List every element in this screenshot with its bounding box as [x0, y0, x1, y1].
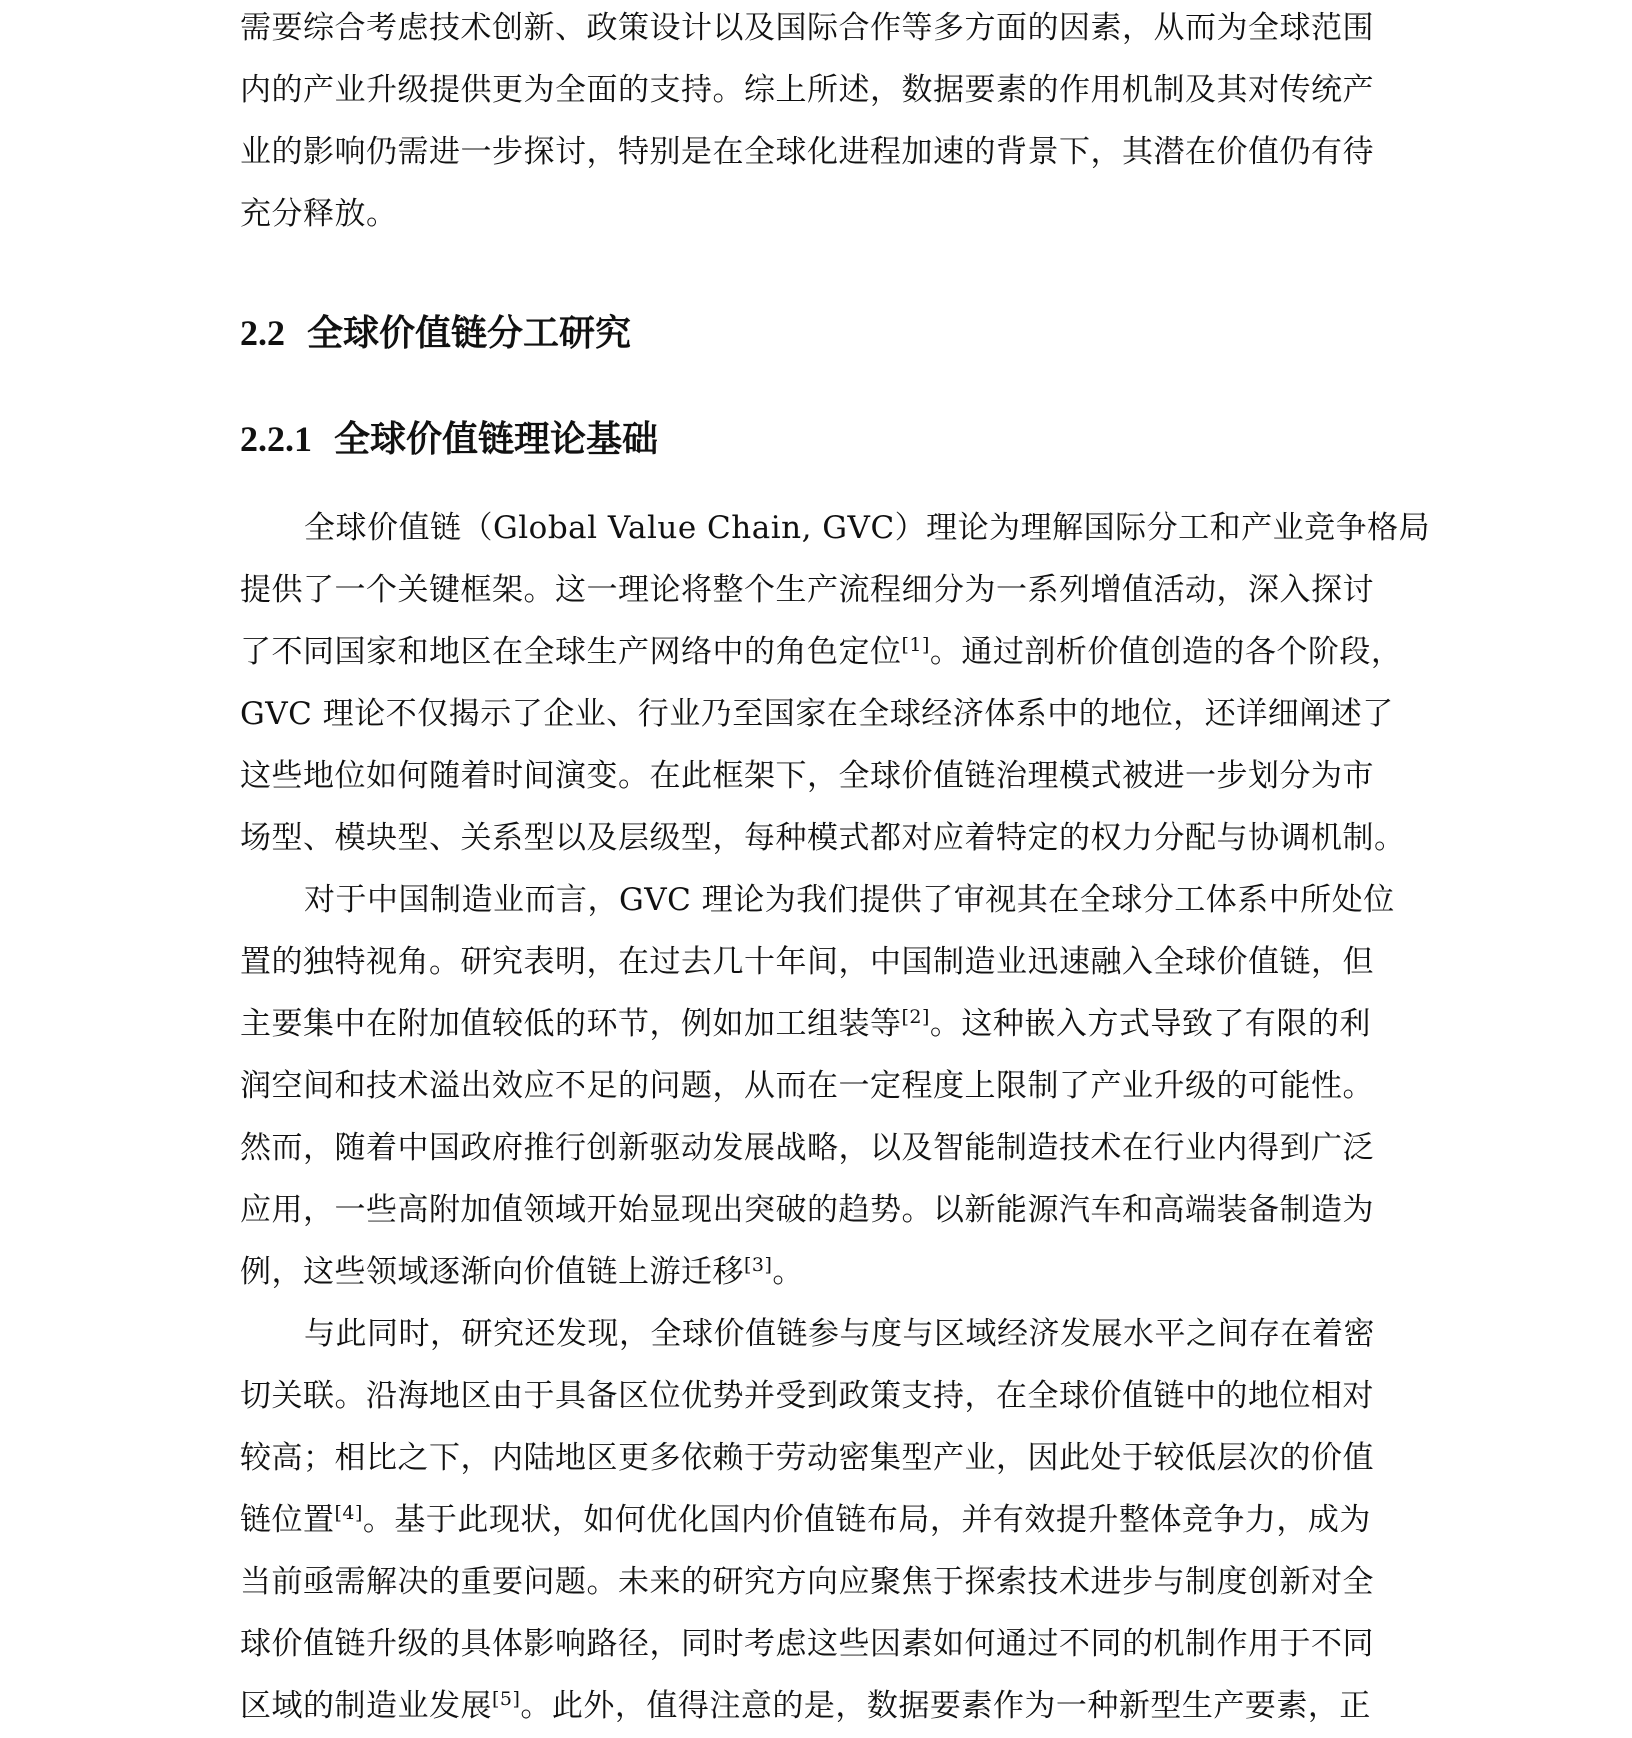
- citation-ref[interactable]: [1]: [901, 634, 930, 656]
- text-line: [240, 621, 1403, 683]
- text-segment: 。这种嵌入方式导致了有限的利: [929, 1006, 1371, 1042]
- citation-ref[interactable]: [5]: [492, 1688, 521, 1710]
- text-line: 然而，随着中国政府推行创新驱动发展战略，以及智能制造技术在行业内得到广泛: [240, 1130, 1374, 1166]
- text-line: 球价值链升级的具体影响路径，同时考虑这些因素如何通过不同的机制作用于不同: [240, 1626, 1374, 1662]
- section-number: 2.2: [240, 313, 285, 353]
- text-line: 切关联。沿海地区由于具备区位优势并受到政策支持，在全球价值链中的地位相对: [240, 1378, 1374, 1414]
- text-line: 当前亟需解决的重要问题。未来的研究方向应聚焦于探索技术进步与制度创新对全: [240, 1564, 1374, 1600]
- text-line: 场型、模块型、关系型以及层级型，每种模式都对应着特定的权力分配与协调机制。: [240, 820, 1406, 856]
- text-line: [240, 1489, 1400, 1551]
- body-paragraphs: [240, 497, 1431, 1737]
- text-line: 应用，一些高附加值领域开始显现出突破的趋势。以新能源汽车和高端装备制造为: [240, 1192, 1374, 1228]
- citation-ref[interactable]: [3]: [744, 1254, 773, 1276]
- text-line: GVC 理论不仅揭示了企业、行业乃至国家在全球经济体系中的地位，还详细阐述了: [240, 696, 1394, 732]
- section-heading: [240, 311, 631, 355]
- intro-paragraph: [240, 0, 1400, 245]
- citation-ref[interactable]: [2]: [901, 1006, 930, 1028]
- text-segment: 区域的制造业发展: [240, 1688, 492, 1724]
- text-line: [240, 993, 1400, 1055]
- text-segment: 。此外，值得注意的是，数据要素作为一种新型生产要素，正: [520, 1688, 1371, 1724]
- text-line: 这些地位如何随着时间演变。在此框架下，全球价值链治理模式被进一步划分为市: [240, 758, 1374, 794]
- text-line: 置的独特视角。研究表明，在过去几十年间，中国制造业迅速融入全球价值链，但: [240, 944, 1374, 980]
- text-line: 充分释放。: [240, 196, 398, 232]
- text-segment: 。通过剖析价值创造的各个阶段，: [929, 634, 1403, 670]
- text-segment: 例，这些领域逐渐向价值链上游迁移: [240, 1254, 744, 1290]
- text-line: 业的影响仍需进一步探讨，特别是在全球化进程加速的背景下，其潜在价值仍有待: [240, 134, 1374, 170]
- text-line: 较高；相比之下，内陆地区更多依赖于劳动密集型产业，因此处于较低层次的价值: [240, 1440, 1374, 1476]
- text-line: 与此同时，研究还发现，全球价值链参与度与区域经济发展水平之间存在着密: [304, 1316, 1375, 1352]
- text-line: 需要综合考虑技术创新、政策设计以及国际合作等多方面的因素，从而为全球范围: [240, 10, 1374, 46]
- text-segment: 链位置: [240, 1502, 335, 1538]
- text-line: 润空间和技术溢出效应不足的问题，从而在一定程度上限制了产业升级的可能性。: [240, 1068, 1374, 1104]
- text-segment: 主要集中在附加值较低的环节，例如加工组装等: [240, 1006, 902, 1042]
- section-title: 全球价值链分工研究: [307, 312, 632, 354]
- text-line: [240, 1241, 1400, 1303]
- text-segment: 。基于此现状，如何优化国内价值链布局，并有效提升整体竞争力，成为: [362, 1502, 1371, 1538]
- text-segment: 了不同国家和地区在全球生产网络中的角色定位: [240, 634, 902, 670]
- citation-ref[interactable]: [4]: [334, 1502, 363, 1524]
- subsection-title: 全球价值链理论基础: [334, 418, 659, 460]
- subsection-heading: [240, 417, 658, 461]
- text-line: 对于中国制造业而言，GVC 理论为我们提供了审视其在全球分工体系中所处位: [304, 882, 1395, 918]
- text-line: 提供了一个关键框架。这一理论将整个生产流程细分为一系列增值活动，深入探讨: [240, 572, 1374, 608]
- text-segment: 。: [772, 1254, 804, 1290]
- text-line: 内的产业升级提供更为全面的支持。综上所述，数据要素的作用机制及其对传统产: [240, 72, 1374, 108]
- subsection-number: 2.2.1: [240, 419, 312, 459]
- text-line: 全球价值链（Global Value Chain, GVC）理论为理解国际分工和产业竞争格局: [304, 510, 1431, 546]
- text-line: [240, 1675, 1400, 1737]
